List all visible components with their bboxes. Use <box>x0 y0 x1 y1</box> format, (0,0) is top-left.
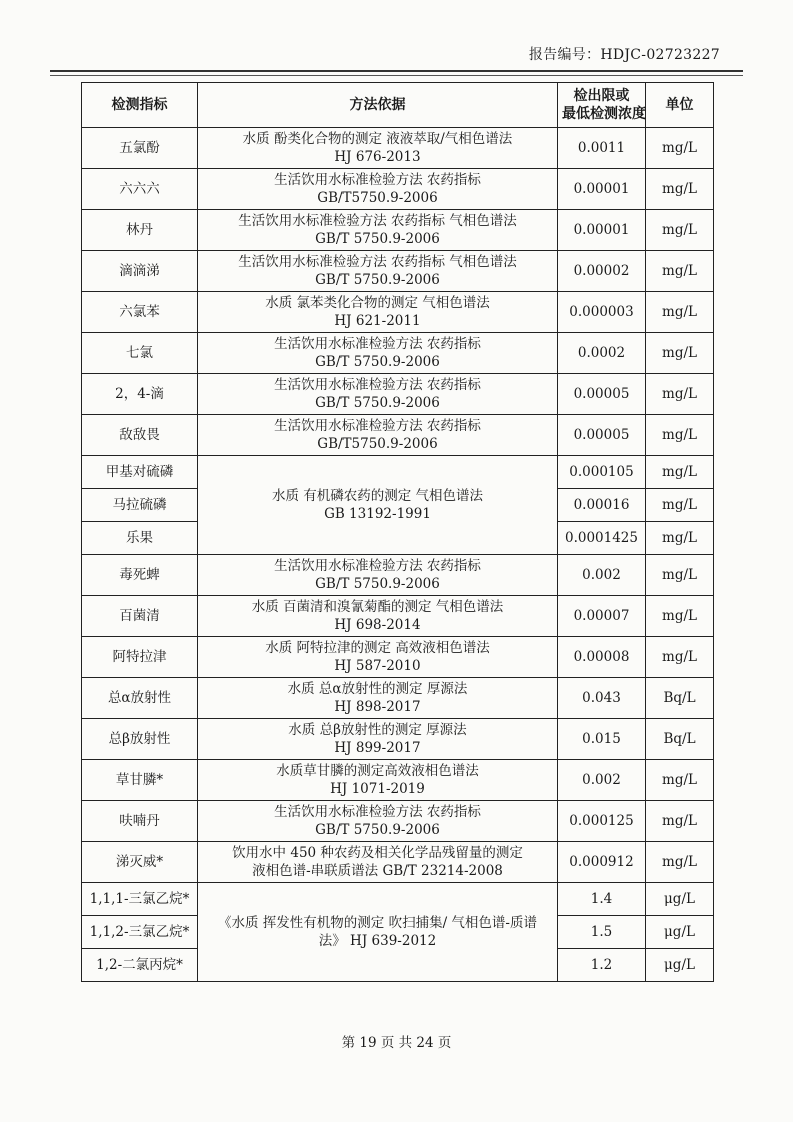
indicator-cell: 阿特拉津 <box>82 637 198 678</box>
indicator-cell: 乐果 <box>82 522 198 555</box>
limit-cell: 0.00005 <box>558 374 646 415</box>
indicator-cell: 毒死蜱 <box>82 555 198 596</box>
table-row <box>82 637 714 678</box>
table-row <box>82 801 714 842</box>
table-row <box>82 456 714 489</box>
limit-cell: 0.0002 <box>558 333 646 374</box>
detection-method-table <box>81 82 714 982</box>
method-line2: GB/T5750.9-2006 <box>317 190 438 206</box>
table-row <box>82 719 714 760</box>
indicator-cell: 百菌清 <box>82 596 198 637</box>
method-cell <box>198 555 558 596</box>
page-footer: 第 19 页 共 24 页 <box>341 1035 452 1051</box>
method-cell <box>198 292 558 333</box>
method-line1: 水质 有机磷农药的测定 气相色谱法 <box>271 488 484 504</box>
method-line1: 水质 氯苯类化合物的测定 气相色谱法 <box>265 295 490 311</box>
limit-cell: 0.00007 <box>558 596 646 637</box>
header-unit: 单位 <box>646 83 714 128</box>
limit-cell: 0.00008 <box>558 637 646 678</box>
unit-cell: mg/L <box>646 596 714 637</box>
unit-cell: mg/L <box>646 489 714 522</box>
method-line2: GB/T 5750.9-2006 <box>315 395 440 411</box>
method-line1: 水质 总α放射性的测定 厚源法 <box>287 681 468 697</box>
table-header-row <box>82 83 714 128</box>
limit-cell: 0.0011 <box>558 128 646 169</box>
unit-cell: mg/L <box>646 760 714 801</box>
method-cell <box>198 637 558 678</box>
method-line1: 水质 百菌清和溴氰菊酯的测定 气相色谱法 <box>251 599 504 615</box>
unit-cell: mg/L <box>646 456 714 489</box>
method-cell <box>198 128 558 169</box>
limit-cell: 0.002 <box>558 760 646 801</box>
indicator-cell: 1,1,1-三氯乙烷* <box>82 883 198 916</box>
method-line2: HJ 898-2017 <box>334 699 421 715</box>
table-row <box>82 210 714 251</box>
method-cell <box>198 801 558 842</box>
unit-cell: mg/L <box>646 210 714 251</box>
report-number: 报告编号：HDJC-02723227 <box>528 47 720 63</box>
table-row <box>82 169 714 210</box>
unit-cell: μg/L <box>646 883 714 916</box>
limit-cell: 0.043 <box>558 678 646 719</box>
limit-cell: 0.00005 <box>558 415 646 456</box>
method-line2: GB/T 5750.9-2006 <box>315 272 440 288</box>
unit-cell: Bq/L <box>646 678 714 719</box>
limit-cell: 1.2 <box>558 949 646 982</box>
unit-cell: mg/L <box>646 128 714 169</box>
limit-cell: 0.000125 <box>558 801 646 842</box>
unit-cell: mg/L <box>646 801 714 842</box>
unit-cell: Bq/L <box>646 719 714 760</box>
limit-cell: 0.000003 <box>558 292 646 333</box>
method-cell <box>198 374 558 415</box>
limit-cell: 0.000105 <box>558 456 646 489</box>
header-rule-thin <box>50 75 743 76</box>
indicator-cell: 涕灭威* <box>82 842 198 883</box>
indicator-cell: 2，4-滴 <box>82 374 198 415</box>
table-row <box>82 292 714 333</box>
unit-cell: μg/L <box>646 916 714 949</box>
method-line1: 生活饮用水标准检验方法 农药指标 <box>274 172 481 188</box>
method-line2: GB/T5750.9-2006 <box>317 436 438 452</box>
header-limit <box>558 83 646 128</box>
method-line2: GB/T 5750.9-2006 <box>315 231 440 247</box>
method-line2: HJ 698-2014 <box>334 617 421 633</box>
merged-method-cell <box>198 883 558 982</box>
unit-cell: mg/L <box>646 415 714 456</box>
unit-cell: mg/L <box>646 251 714 292</box>
limit-cell: 0.000912 <box>558 842 646 883</box>
table-row <box>82 415 714 456</box>
limit-cell: 0.002 <box>558 555 646 596</box>
unit-cell: mg/L <box>646 522 714 555</box>
indicator-cell: 1,1,2-三氯乙烷* <box>82 916 198 949</box>
limit-cell: 0.015 <box>558 719 646 760</box>
indicator-cell: 六六六 <box>82 169 198 210</box>
header-indicator: 检测指标 <box>82 83 198 128</box>
indicator-cell: 敌敌畏 <box>82 415 198 456</box>
method-line1: 水质 酚类化合物的测定 液液萃取/气相色谱法 <box>242 131 513 147</box>
indicator-cell: 总β放射性 <box>82 719 198 760</box>
indicator-cell: 马拉硫磷 <box>82 489 198 522</box>
indicator-cell: 1,2-二氯丙烷* <box>82 949 198 982</box>
method-line2: GB 13192-1991 <box>324 506 431 522</box>
method-line2: GB/T 5750.9-2006 <box>315 822 440 838</box>
merged-method-cell <box>198 456 558 555</box>
indicator-cell: 林丹 <box>82 210 198 251</box>
method-line1: 《水质 挥发性有机物的测定 吹扫捕集/ 气相色谱-质谱 <box>218 915 537 931</box>
limit-cell: 1.4 <box>558 883 646 916</box>
method-line2: 液相色谱-串联质谱法 GB/T 23214-2008 <box>252 863 503 879</box>
unit-cell: mg/L <box>646 637 714 678</box>
limit-cell: 1.5 <box>558 916 646 949</box>
indicator-cell: 七氯 <box>82 333 198 374</box>
method-line1: 生活饮用水标准检验方法 农药指标 气相色谱法 <box>238 213 517 229</box>
method-line2: HJ 621-2011 <box>334 313 421 329</box>
method-line1: 水质 阿特拉津的测定 高效液相色谱法 <box>265 640 490 656</box>
method-cell <box>198 678 558 719</box>
method-line1: 生活饮用水标准检验方法 农药指标 气相色谱法 <box>238 254 517 270</box>
indicator-cell: 呋喃丹 <box>82 801 198 842</box>
table-row <box>82 333 714 374</box>
indicator-cell: 五氯酚 <box>82 128 198 169</box>
header-limit-line2: 最低检测浓度 <box>562 106 646 122</box>
table-row <box>82 883 714 916</box>
method-line1: 生活饮用水标准检验方法 农药指标 <box>274 336 481 352</box>
table-row <box>82 251 714 292</box>
method-line1: 饮用水中 450 种农药及相关化学品残留量的测定 <box>232 845 523 861</box>
limit-cell: 0.00016 <box>558 489 646 522</box>
method-line1: 生活饮用水标准检验方法 农药指标 <box>274 377 481 393</box>
method-cell <box>198 760 558 801</box>
method-line1: 水质 总β放射性的测定 厚源法 <box>288 722 467 738</box>
header-method: 方法依据 <box>198 83 558 128</box>
unit-cell: mg/L <box>646 374 714 415</box>
indicator-cell: 滴滴涕 <box>82 251 198 292</box>
unit-cell: μg/L <box>646 949 714 982</box>
indicator-cell: 六氯苯 <box>82 292 198 333</box>
table-row <box>82 374 714 415</box>
limit-cell: 0.00002 <box>558 251 646 292</box>
method-cell <box>198 596 558 637</box>
method-cell <box>198 415 558 456</box>
method-line2: GB/T 5750.9-2006 <box>315 576 440 592</box>
method-line2: HJ 1071-2019 <box>330 781 425 797</box>
method-cell <box>198 169 558 210</box>
indicator-cell: 草甘膦* <box>82 760 198 801</box>
table-row <box>82 678 714 719</box>
header-limit-line1: 检出限或 <box>573 88 630 104</box>
table-row <box>82 128 714 169</box>
table-row <box>82 555 714 596</box>
table-row <box>82 842 714 883</box>
unit-cell: mg/L <box>646 292 714 333</box>
table-row <box>82 596 714 637</box>
method-cell <box>198 251 558 292</box>
indicator-cell: 甲基对硫磷 <box>82 456 198 489</box>
method-cell <box>198 719 558 760</box>
method-cell <box>198 210 558 251</box>
method-cell <box>198 333 558 374</box>
header-rule-thick <box>50 70 743 72</box>
method-line2: HJ 676-2013 <box>334 149 421 165</box>
unit-cell: mg/L <box>646 842 714 883</box>
method-cell <box>198 842 558 883</box>
method-line2: HJ 899-2017 <box>334 740 421 756</box>
unit-cell: mg/L <box>646 555 714 596</box>
method-line1: 生活饮用水标准检验方法 农药指标 <box>274 804 481 820</box>
method-line1: 生活饮用水标准检验方法 农药指标 <box>274 418 481 434</box>
method-line1: 水质草甘膦的测定高效液相色谱法 <box>276 763 479 779</box>
limit-cell: 0.00001 <box>558 210 646 251</box>
unit-cell: mg/L <box>646 169 714 210</box>
method-line1: 生活饮用水标准检验方法 农药指标 <box>274 558 481 574</box>
method-line2: 法》 HJ 639-2012 <box>318 933 437 949</box>
indicator-cell: 总α放射性 <box>82 678 198 719</box>
limit-cell: 0.0001425 <box>558 522 646 555</box>
unit-cell: mg/L <box>646 333 714 374</box>
limit-cell: 0.00001 <box>558 169 646 210</box>
method-line2: HJ 587-2010 <box>334 658 421 674</box>
table-row <box>82 760 714 801</box>
method-line2: GB/T 5750.9-2006 <box>315 354 440 370</box>
